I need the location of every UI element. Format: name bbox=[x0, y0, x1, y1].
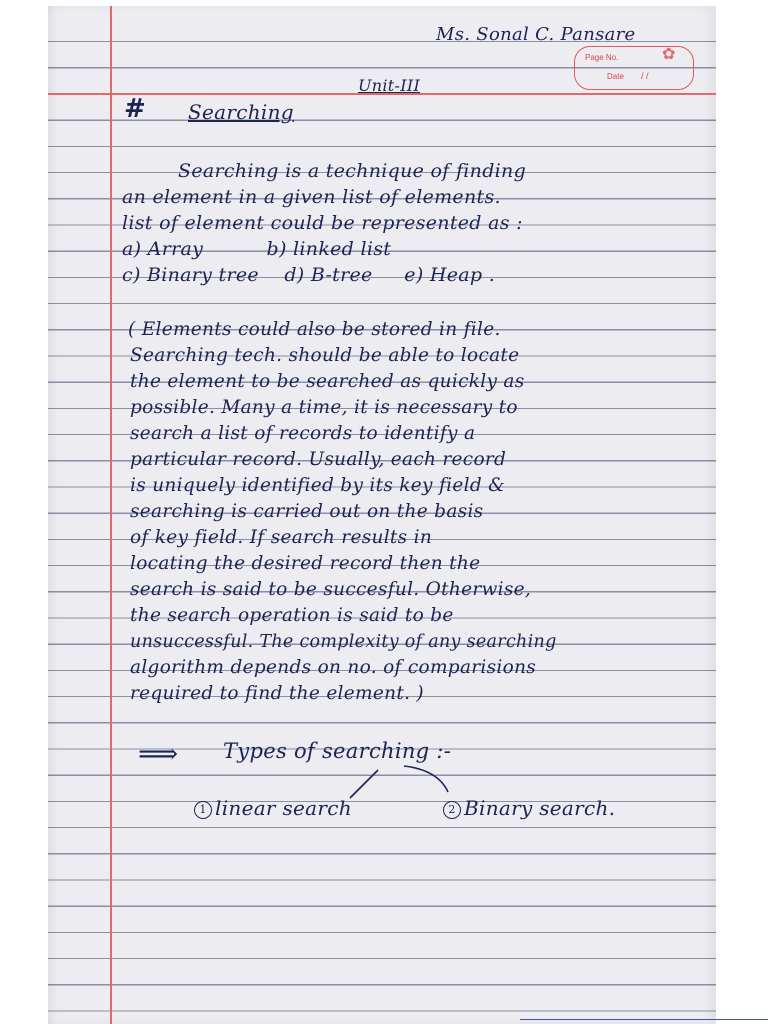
paragraph1-line: list of element could be represented as : bbox=[122, 212, 523, 234]
paragraph2-line: searching is carried out on the basis bbox=[130, 501, 484, 522]
branch-stroke-left bbox=[350, 770, 378, 798]
search-type-item bbox=[194, 796, 352, 820]
paragraph2-line: search is said to be succesful. Otherwise, bbox=[130, 579, 532, 600]
bottom-edge-line bbox=[520, 1019, 768, 1020]
double-arrow-icon: ⟹ bbox=[138, 737, 179, 770]
types-heading: Types of searching :- bbox=[223, 739, 452, 763]
decorative-flourish: ✿ bbox=[662, 44, 676, 63]
notebook-page bbox=[48, 6, 716, 1024]
stamp-page-label: Page No. bbox=[585, 53, 619, 62]
circled-number-icon: 2 bbox=[443, 801, 461, 819]
paragraph2-line: algorithm depends on no. of comparisions bbox=[130, 657, 537, 678]
stamp-date-slashes: / / bbox=[641, 71, 649, 81]
paragraph2-line: of key field. If search results in bbox=[130, 527, 433, 548]
paragraph1-line: c) Binary tree d) B-tree e) Heap . bbox=[122, 264, 496, 286]
paragraph2-line: locating the desired record then the bbox=[130, 553, 481, 574]
paragraph2-line: ( Elements could also be stored in file. bbox=[128, 319, 501, 340]
search-type-label: linear search bbox=[215, 796, 352, 820]
paragraph2-line: possible. Many a time, it is necessary to bbox=[130, 397, 518, 418]
paragraph1-line: Searching is a technique of finding bbox=[178, 160, 527, 182]
paragraph2-line: particular record. Usually, each record bbox=[130, 449, 507, 470]
search-type-item bbox=[443, 796, 615, 820]
section-heading: Searching bbox=[188, 100, 294, 124]
paragraph2-line: the element to be searched as quickly as bbox=[130, 371, 525, 392]
paragraph2-line: is uniquely identified by its key field & bbox=[130, 475, 505, 496]
branch-stroke-right bbox=[404, 766, 448, 792]
paragraph2-line: the search operation is said to be bbox=[130, 605, 454, 626]
paragraph2-line: required to find the element. ) bbox=[130, 683, 424, 704]
branch-strokes bbox=[48, 6, 716, 1024]
author-name: Ms. Sonal C. Pansare bbox=[436, 24, 636, 45]
paragraph2-line: unsuccessful. The complexity of any searching bbox=[130, 632, 557, 652]
heading-hash-symbol: # bbox=[124, 94, 147, 124]
paragraph2-line: Searching tech. should be able to locate bbox=[130, 345, 520, 366]
circled-number-icon: 1 bbox=[194, 801, 212, 819]
stamp-date-label: Date bbox=[607, 72, 624, 81]
search-type-label: Binary search. bbox=[464, 796, 616, 820]
unit-label: Unit-III bbox=[358, 76, 421, 95]
paragraph2-line: search a list of records to identify a bbox=[130, 423, 476, 444]
paragraph1-line: an element in a given list of elements. bbox=[122, 186, 501, 208]
paragraph1-line: a) Array b) linked list bbox=[122, 238, 392, 260]
